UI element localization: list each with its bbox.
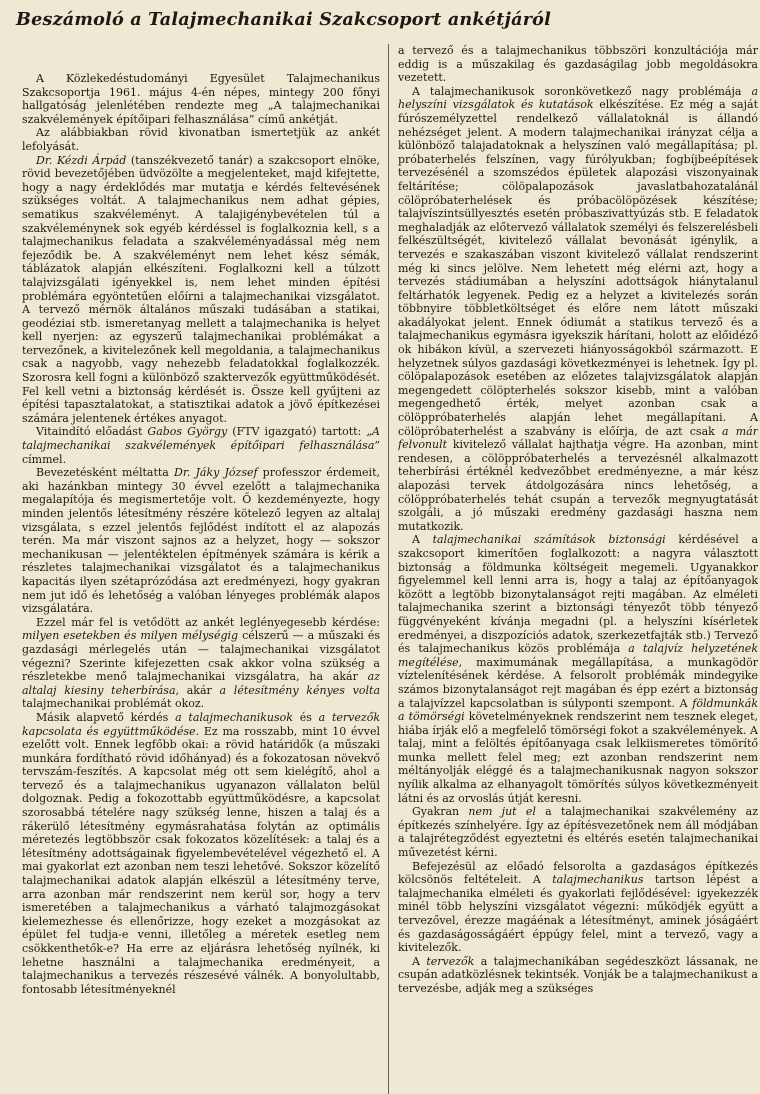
paragraph <box>22 425 380 466</box>
italic-emphasis: a helyszíni vizsgálatok és kutatások <box>398 84 758 112</box>
text-run: Másik alapvető kérdés <box>36 710 176 724</box>
paragraph <box>398 860 758 955</box>
paragraph <box>22 466 380 616</box>
right-column <box>398 44 758 1094</box>
text-run: célszerű — a műszaki és gazdasági mérlegelés után — talajmechanikai vizsgálatot végezni? Szerinte kifejezetten csak akkor volna szükség a részletekbe menő talajmechanikai vizsgálatra, ha akár <box>22 629 380 684</box>
left-column <box>22 44 380 1094</box>
italic-emphasis: nem jut el <box>468 805 536 819</box>
italic-emphasis: a létesítmény kényes volta <box>219 683 380 697</box>
text-run: Befejezésül az előadó felsorolta a gazdaságos építkezés kölcsönös feltételeit. A <box>398 859 758 887</box>
text-run: követelményeknek rendszerint nem tesznek eleget, hiába írják elő a megfelelő tömörségi fokot a szakvélemények. A talaj, mint a felöltés építőanyaga csak lelkiismeretes tömörítő munka mellett felel meg; ezt azonban rendszerint nem méltányolják eléggé és a talajmechanikusnak nagyon sokszor nyílik alkalma az elhanyagolt tömörítés súlyos következményeit látni és az orvoslás útját keresni. <box>398 710 758 805</box>
text-run: A <box>412 954 427 968</box>
italic-emphasis: a talajmechanikusok <box>175 710 293 724</box>
paragraph <box>398 955 758 996</box>
italic-emphasis: talajmechanikai számítások biztonsági <box>432 533 666 547</box>
text-run: , akár <box>175 683 220 697</box>
text-run: a talajmechanikai szakvélemény az építkezés színhelyére. Így az építésvezetőnek nem áll módjában a talajrétegződést egyeztetni és eltérés esetén talajmechanikai művezetést kérni. <box>398 805 758 860</box>
text-run: talajmechanikai problémát okoz. <box>22 697 205 711</box>
text-run: A talajmechanikusok soronkövetkező nagy problémája <box>412 84 752 98</box>
text-run: Vitaindító előadást <box>36 425 148 439</box>
text-run: Gyakran <box>412 805 469 819</box>
italic-emphasis: a tervezők kapcsolata és együttműködése <box>22 710 380 738</box>
text-run: és <box>292 710 319 724</box>
text-run: A <box>412 533 433 547</box>
text-run: Ezzel már fel is vetődött az ankét leglényegesebb kérdése: <box>36 615 380 629</box>
paragraph <box>398 805 758 859</box>
paragraph: a tervező és a talajmechanikus többszöri konzultációja már eddig is a műszakilag és gazdaságilag jobb megoldásokra vezetett. <box>398 44 758 85</box>
italic-emphasis: milyen esetekben és milyen mélységig <box>22 629 239 643</box>
text-run: tartson lépést a talajmechanika elméleti és gyakorlati fejlődésével: igyekezzék minél több helyszíni vizsgálatot végezni: működjék együtt a tervezővel, érezze magáénak a létesítményt, aminek jóságáért és gazdaságosságáért éppúgy felel, mint a tervező, vagy a kivitelezők. <box>398 873 758 955</box>
text-run: elkészítése. Ez még a saját fúrószemélyzettel rendelkező vállalatoknál is állandó nehézséget jelent. A modern talajmechanikai irányzat célja a különböző talajadatoknak a helyszínen való megállapítása; pl. próbaterhelés felszínen, vagy fúrólyukban; fogbíjbeépítések tervezésénél a szomszédos épületek alapozási viszonyainak feltárítése; cölöpalapozások javaslatbahozatalánál cölöpróbaterhelések és próbacölöpözések készítése; talajvíszintsüllyesztés esetén próbaszivattyúzás stb. E feladatok meghaladják az előtervező vállalatok személyi és felszerelésbeli felkészültségét, kivitelező vállalat bevonását igénylik, a tervezés e szakaszában viszont kivitelező vállalat rendszerint még ki sincs jelölve. Nem lehetett még elérni azt, hogy a tervezés stádiumában a helyszíni adottságok hiánytalanul feltárhatók legyenek. Pedig ez a helyzet a kivitelezés során többnyire többletköltséget és előre nem látott műszaki akadályokat jelent. Ennek ódiumát a statikus tervező és a talajmechanikus egymásra igyekszik hárítani, holott az előidéző ok hibákon kívül, a szervezeti hiányosságokból származott. E helyzetnek súlyos gazdasági következményei is lehetnek. Így pl. cölöpalapozások esetében az előzetes talajvizsgálatok alapján megengedett cölöpterhelés sokszor kisebb, mint a valóban megengedhető érték, melyet azonban csak a cölöppróbaterhelés alapján lehet megállapítani. A cölöpróbaterhelést a szabvány is előírja, de azt csak <box>398 98 758 438</box>
text-run: címmel. <box>22 452 67 466</box>
paragraph <box>22 711 380 996</box>
text-run: a talajmechanikában segédeszközt lássanak, ne csupán adatközlésnek tekintsék. Vonják be a talajmechanikust a tervezésbe, adják meg a szükséges <box>398 954 758 995</box>
paragraph: Az alábbiakban rövid kivonatban ismertetjük az ankét lefolyását. <box>22 126 380 153</box>
italic-emphasis: „A talajmechanikai szakvélemények építőipari felhasználása” <box>22 425 380 453</box>
article-body <box>10 44 758 1094</box>
text-run: kérdésével a szakcsoport kimerítően foglalkozott: a nagyra választott biztonság a földmunka költségeit megemeli. Ugyanakkor figyelemmel kell lenni arra is, hogy a talaj az építőanyagok között a legtöbb bizonytalanságot rejti magában. Az elméleti talajmechanika szerint a biztonsági tényezőt több tényező függvényeként kívánja megadni (pl. a helyszíni kísérletek eredményei, a diszpozíciós adatok, szerkezetfajták stb.) Tervező és talajmechanikus közös problémája <box>398 533 758 656</box>
italic-emphasis: földmunkák a tömörségi <box>398 696 758 724</box>
text-run: professzor érdemeit, aki hazánkban mintegy 30 évvel ezelőtt a talajmechanika megalapítója és megismertetője volt. Ő kezdeményezte, hogy minden jelentős létesítmény részére kötelező legyen az altalaj vizsgálata, s ezzel jelentős fejlődést indított el az alapozás terén. Ma már viszont sajnos az a helyzet, hogy — sokszor mechanikusan — jelentéktelen építmények számára is kérik a részletes talajmechanikai vizsgálatot és a talajmechanikus kapacitás ilyen szétaprózódása azt eredményezi, hogy gyakran nem jut idő és lehetőség a valóban lényeges problémák alapos vizsgálatára. <box>22 466 380 616</box>
text-run: , maximumának megállapítása, a munkagödör víztelenítésének kérdése. A felsorolt problémák mindegyike számos bizonytalanságot rejt magában és épp ezért a biztonság a talajvízzel kapcsolatban is súlyponti szempont. A <box>398 655 758 710</box>
text-run: kivitelező vállalat hajthatja végre. Ha azonban, mint rendesen, a cölöppróbaterhelés a tervezésnél alkalmazott teherbírási értéknél kedvezőbbet eredményezne, a már kész alapozási tervek átdolgozására nincs lehetőség, a cölöppróbaterhelés tehát csupán a tervezők megnyugtatását szolgáli, a jó műszaki eredmény gazdasági haszna nem mutatkozik. <box>398 438 758 533</box>
column-divider <box>388 44 389 1094</box>
paragraph <box>22 154 380 426</box>
paragraph: A Közlekedéstudományi Egyesület Talajmechanikus Szakcsoportja 1961. május 4-én népes, mintegy 200 főnyi hallgatóság jelenlétében rendezte meg „A talajmechanikai szakvélemények építőipari felhasználása” című ankétját. <box>22 72 380 126</box>
paragraph <box>22 616 380 711</box>
italic-emphasis: az altalaj kiesiny teherbírása <box>22 670 380 697</box>
italic-emphasis: tervezők <box>426 954 475 968</box>
italic-emphasis: Gabos György <box>147 425 228 439</box>
article-title: Beszámoló a Talajmechanikai Szakcsoport ankétjáról <box>16 9 551 30</box>
text-run: (FTV igazgató) tartott: <box>227 425 367 439</box>
italic-emphasis: Dr. Jáky József <box>174 466 258 480</box>
text-run: (tanszékvezető tanár) a szakcsoport elnöke, rövid bevezetőjében üdvözölte a megjelenteket, majd kifejtette, hogy a nagy érdeklődés mar mutatja e kérdés feltevésének szükséges voltát. A talajmechanikus nem adhat gépies, sematikus szakvéleményt. A talajigénybevételen túl a szakvéleménynek sok egyéb kérdéssel is foglalkoznia kell, s a talajmechanikus feladata a szakvéleményadással még nem fejeződik be. A szakvéleményt nem lehet kész sémák, táblázatok alapján elkészíteni. Foglalkozni kell a túlzott talajvizsgálati igényekkel is, nem lehet minden építési problémára egyöntetűen előírni a talajmechanikai vizsgálatot. A tervező mérnök általános műszaki tudásában a statikai, geodéziai stb. ismeretanyag mellett a talajmechanika is helyet kell nyerjen: az egyszerű talajmechanikai problémákat a tervezőnek, a kivitelezőnek kell megoldania, a talajmechanikus csak a nagyobb, vagy nehezebb feladatokkal foglalkozzék. Szorosra kell fogni a különböző szaktervezők együttműködését. Fel kell vetni a biztonság kérdését is. Össze kell gyűjteni az építési tapasztalatokat, a statisztikai adatok a jövő építkezései számára jelentenek értékes anyagot. <box>22 153 380 425</box>
paragraph <box>398 85 758 534</box>
text-run: . Ez ma rosszabb, mint 10 évvel ezelőtt volt. Ennek legfőbb okai: a rövid határidők (a műszaki munkára fordítható rövid időhányad) és a fokozatosan növekvő tervszám-feszítés. A kapcsolat még ott sem kielégítő, ahol a tervező és a talajmechanikus ugyanazon vállalaton belül dolgoznak. Pedig a fokozottabb együttműködésre, a kapcsolat szorosabbá tételére nagy szükség lenne, hiszen a talaj és a rákerülő létesítmény egymásrahatása folytán az optimális méretezés legtöbbször csak fokozatos közelítések: a talaj és a létesítmény adottságainak figyelembevételével végezhető el. A mai gyakorlat ezt azonban nem teszi lehetővé. Sokszor közelítő talajmechanikai adatok alapján elkészül a létesítmény terve, arra azonban már rendszerint nem kerül sor, hogy a terv ismeretében a talajmechanikus a várható talajmozgásokat kielemezhesse és ellenőrizze, hogy ezeket a mozgásokat az épület fel tudja-e venni, illetőleg a méretek esetleg nem csökkenthetők-e? Ha erre az eljárásra lehetőség nyílnék, ki lehetne használni a talajmechanika eredményeit, a talajmechanikus a tervezés részesévé válnék. A bonyolultabb, fontosabb létesítményeknél <box>22 724 380 996</box>
italic-emphasis: Dr. Kézdi Árpád <box>36 153 127 167</box>
text-run: Bevezetésként méltatta <box>36 466 174 480</box>
paragraph <box>398 533 758 805</box>
italic-emphasis: a talajvíz helyzetének megítélése <box>398 642 758 669</box>
italic-emphasis: talajmechanikus <box>552 873 644 887</box>
italic-emphasis: a már felvonult <box>398 424 758 452</box>
